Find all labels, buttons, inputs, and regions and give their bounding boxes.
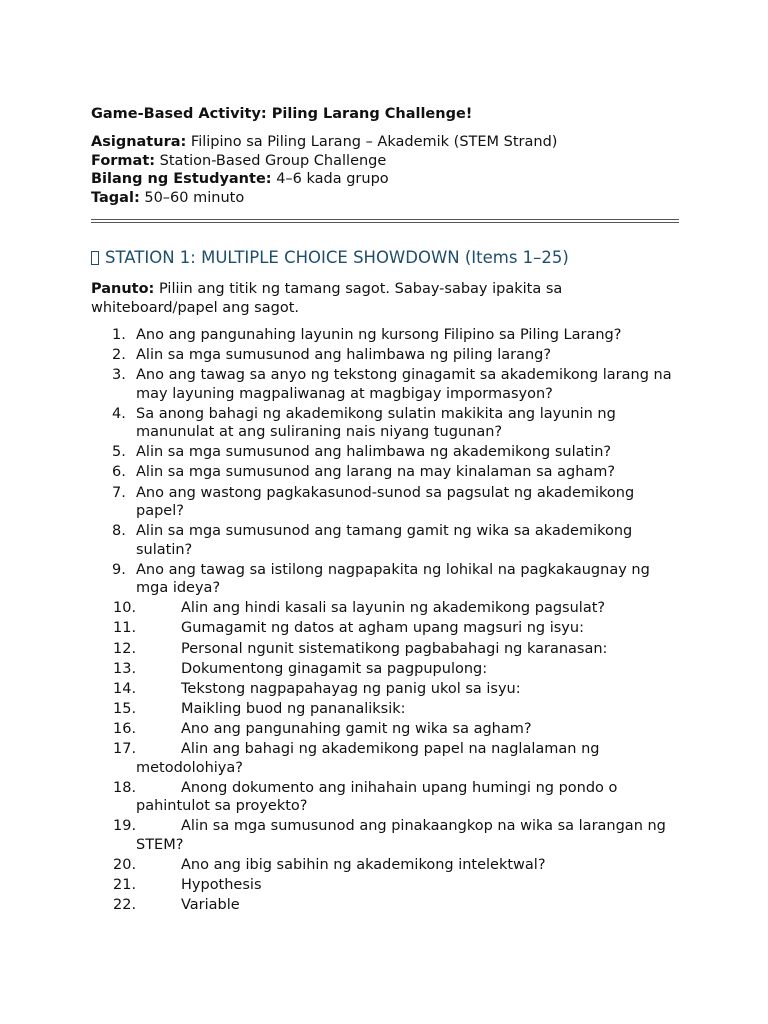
meta-label: Tagal: (91, 189, 140, 206)
double-divider (91, 219, 679, 223)
list-item (91, 817, 679, 854)
station-heading-text: STATION 1: MULTIPLE CHOICE SHOWDOWN (Items 1–25) (105, 248, 569, 267)
activity-title: Game-Based Activity: Piling Larang Challenge! (91, 106, 473, 122)
item-number: 3. (112, 367, 126, 384)
item-text: Alin sa mga sumusunod ang larang na may kinalaman sa agham? (136, 464, 616, 481)
item-number: 15. (113, 700, 137, 717)
document-page (91, 104, 679, 916)
item-text: Tekstong nagpapahayag ng panig ukol sa isyu: (181, 680, 521, 697)
item-text: Maikling buod ng pananaliksik: (181, 700, 406, 717)
list-item (91, 561, 679, 598)
item-number: 11. (113, 620, 137, 637)
item-number: 14. (113, 680, 137, 697)
station-heading (91, 247, 679, 269)
list-item (91, 463, 679, 482)
item-text: Personal ngunit sistematikong pagbabahagi ng karanasan: (181, 640, 608, 657)
question-list (91, 326, 679, 914)
item-number: 2. (112, 347, 126, 364)
item-text: Gumagamit ng datos at agham upang magsuri ng isyu: (181, 620, 584, 637)
item-number: 7. (112, 484, 126, 501)
meta-label: Format: (91, 152, 156, 169)
meta-value: Station-Based Group Challenge (159, 152, 387, 169)
item-text: Ano ang tawag sa anyo ng tekstong ginagamit sa akademikong larang na may layuning magpaliwanag at magbigay impormasyon? (136, 367, 672, 402)
list-item (91, 740, 679, 777)
list-item (91, 680, 679, 699)
item-number: 20. (113, 856, 137, 873)
list-item (91, 856, 679, 875)
item-text: Ano ang wastong pagkakasunod-sunod sa pagsulat ng akademikong papel? (136, 484, 635, 520)
item-number: 19. (113, 818, 137, 835)
list-item (91, 484, 679, 521)
list-item (91, 326, 679, 345)
list-item (91, 640, 679, 659)
item-number: 22. (113, 896, 137, 913)
meta-asignatura (91, 133, 679, 152)
list-item (91, 443, 679, 462)
meta-tagal (91, 189, 679, 208)
meta-label: Asignatura: (91, 134, 187, 150)
meta-value: 4–6 kada grupo (276, 171, 389, 187)
list-item (91, 619, 679, 638)
list-item (91, 346, 679, 365)
list-item (91, 366, 679, 403)
activity-meta (91, 133, 679, 207)
item-text: Alin sa mga sumusunod ang halimbawa ng akademikong sulatin? (136, 444, 612, 461)
item-number: 18. (113, 779, 137, 796)
meta-format (91, 152, 679, 171)
item-number: 13. (113, 660, 137, 677)
list-item (91, 720, 679, 739)
item-text: Variable (181, 896, 240, 913)
meta-bilang (91, 170, 679, 189)
item-text: Hypothesis (181, 876, 262, 893)
item-number: 12. (113, 640, 137, 657)
box-icon (91, 251, 99, 265)
meta-label: Bilang ng Estudyante: (91, 171, 272, 187)
item-text: Alin sa mga sumusunod ang tamang gamit ng wika sa akademikong sulatin? (136, 523, 633, 558)
item-number: 5. (112, 444, 126, 461)
item-text: Dokumentong ginagamit sa pagpupulong: (181, 660, 488, 677)
item-text: Alin ang bahagi ng akademikong papel na naglalaman ng metodolohiya? (136, 741, 600, 776)
list-item (91, 522, 679, 559)
item-text: Ano ang pangunahing gamit ng wika sa agham? (181, 720, 532, 737)
item-text: Sa anong bahagi ng akademikong sulatin makikita ang layunin ng manunulat at ang suliraning nais niyang tugunan? (136, 405, 616, 441)
item-number: 16. (113, 720, 137, 737)
list-item (91, 876, 679, 895)
item-number: 8. (112, 523, 126, 540)
item-text: Ano ang ibig sabihin ng akademikong intelektwal? (181, 856, 546, 873)
instructions (91, 280, 679, 317)
item-text: Ano ang tawag sa istilong nagpapakita ng lohikal na pagkakaugnay ng mga ideya? (136, 561, 650, 597)
list-item (91, 599, 679, 618)
item-text: Alin sa mga sumusunod ang pinakaangkop na wika sa larangan ng STEM? (136, 818, 666, 853)
list-item (91, 779, 679, 816)
list-item (91, 700, 679, 719)
list-item (91, 660, 679, 679)
list-item (91, 896, 679, 915)
meta-value: Filipino sa Piling Larang – Akademik (STEM Strand) (190, 134, 558, 150)
item-text: Alin ang hindi kasali sa layunin ng akademikong pagsulat? (181, 600, 606, 617)
item-number: 6. (112, 464, 126, 481)
instructions-text: Piliin ang titik ng tamang sagot. Sabay-sabay ipakita sa whiteboard/papel ang sagot. (91, 281, 563, 316)
item-number: 1. (112, 327, 126, 343)
item-number: 4. (112, 405, 126, 422)
item-text: Anong dokumento ang inihahain upang humingi ng pondo o pahintulot sa proyekto? (136, 779, 618, 815)
meta-value: 50–60 minuto (144, 189, 245, 206)
item-number: 21. (113, 876, 137, 893)
instructions-label: Panuto: (91, 281, 155, 297)
item-number: 17. (113, 741, 137, 757)
list-item (91, 405, 679, 442)
item-text: Alin sa mga sumusunod ang halimbawa ng piling larang? (136, 347, 552, 364)
item-number: 9. (112, 561, 126, 578)
item-number: 10. (113, 600, 137, 617)
item-text: Ano ang pangunahing layunin ng kursong Filipino sa Piling Larang? (136, 327, 622, 343)
